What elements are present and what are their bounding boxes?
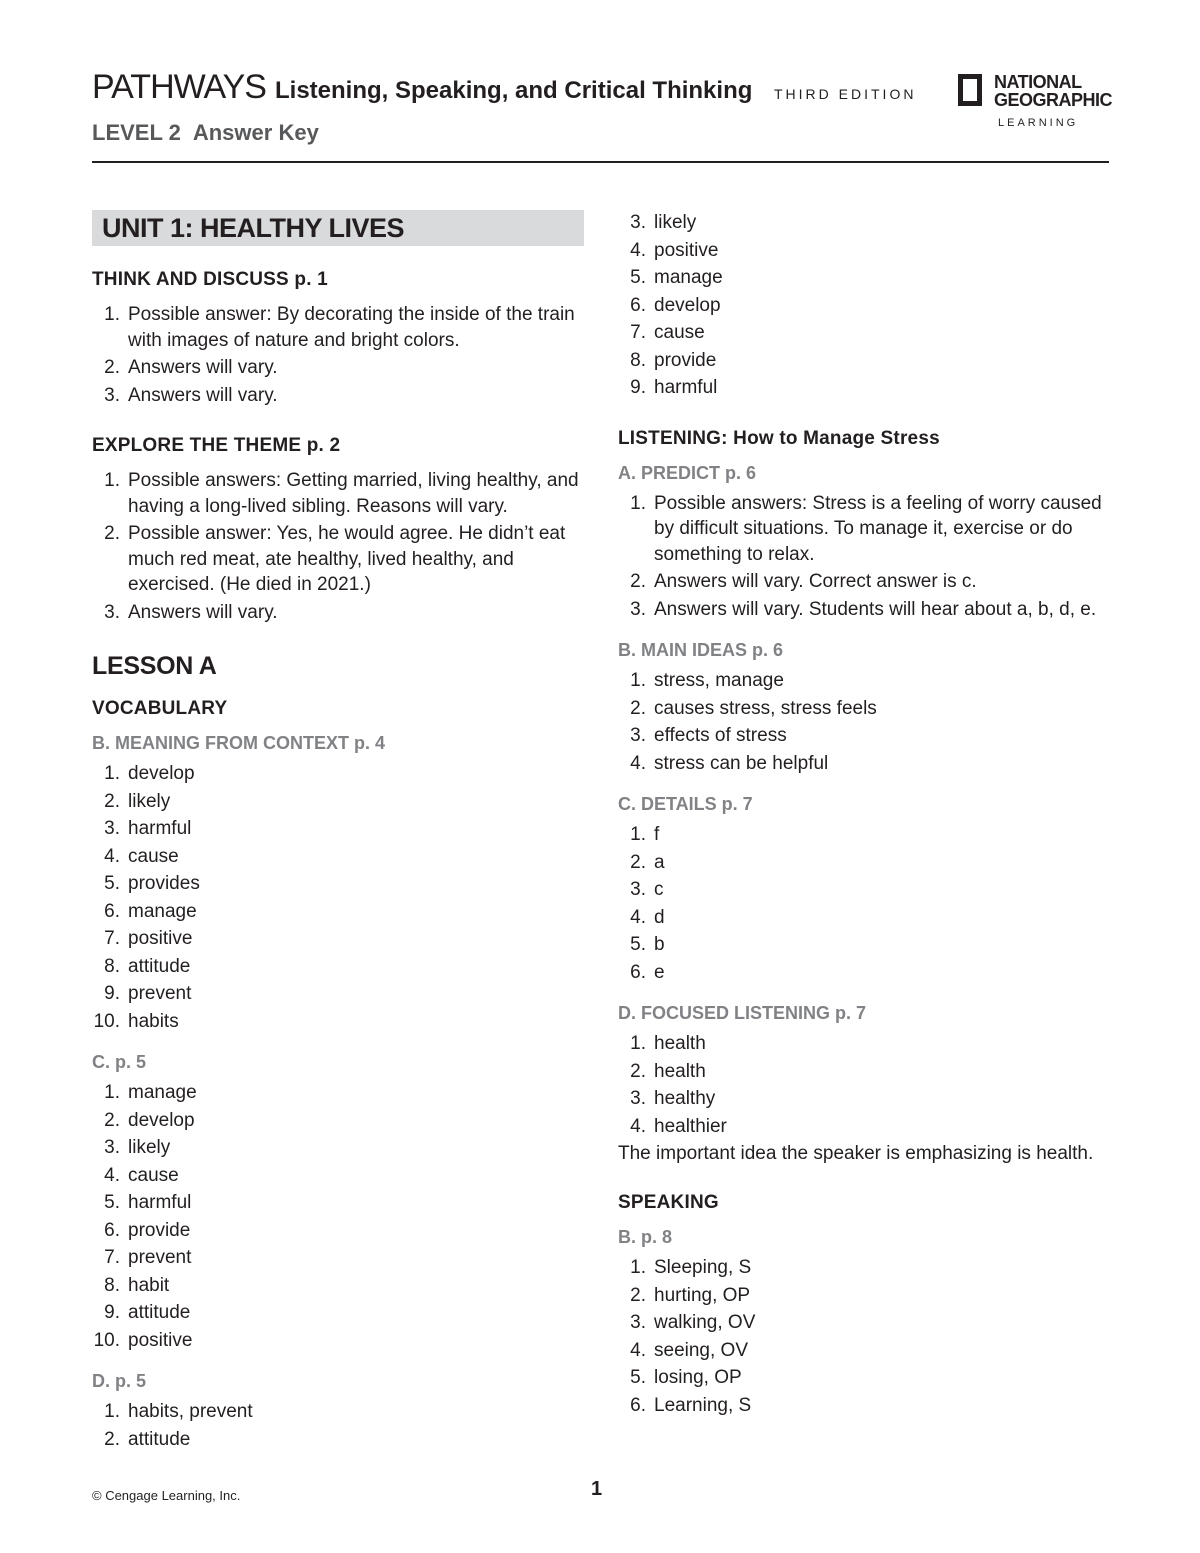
list-item [92,600,584,626]
vocab-c-list [92,1080,584,1353]
list-item [618,569,1110,595]
item-number: 6. [630,294,646,316]
item-number: 5. [104,873,120,894]
list-item [618,905,1110,931]
explore-theme-list [92,468,584,625]
list-item [92,1218,584,1244]
item-number: 8. [104,955,120,977]
item-text: Learning, S [654,1394,752,1416]
think-discuss-title: THINK AND DISCUSS p. 1 [92,269,328,290]
left-column [92,210,584,1454]
item-number: 3. [104,601,120,623]
list-item [618,320,1110,346]
item-text: provide [128,1219,191,1241]
list-item [618,375,1110,401]
item-text: walking, OV [654,1312,756,1333]
list-item [618,348,1110,374]
list-item [92,302,584,353]
item-text: likely [654,212,697,233]
vocab-d-list [92,1399,584,1452]
item-text: habits, prevent [128,1401,253,1422]
item-number: 4. [104,1164,120,1186]
logo-line-2: GEOGRAPHIC [994,90,1113,110]
item-text: manage [128,900,197,922]
item-text: f [654,824,660,845]
item-number: 5. [630,1367,646,1388]
list-item [618,1338,1110,1364]
page-number: 1 [591,1478,603,1500]
item-text: stress, manage [654,670,784,691]
list-item [92,926,584,952]
item-number: 1. [104,763,120,784]
item-number: 4. [630,906,646,928]
copyright: © Cengage Learning, Inc. [92,1488,241,1503]
list-item [92,1163,584,1189]
list-item [92,761,584,787]
item-text: d [654,906,665,928]
list-item [618,932,1110,958]
item-text: b [654,934,665,955]
list-item [618,265,1110,291]
meaning-from-context-title: B. MEANING FROM CONTEXT p. 4 [92,733,386,753]
list-item [618,960,1110,986]
item-number: 1. [104,1082,120,1103]
item-number: 4. [630,1339,646,1361]
item-number: 4. [630,1115,646,1137]
item-number: 2. [104,1428,120,1450]
item-number: 2. [630,851,646,873]
list-item [92,521,584,598]
page-header [92,64,1113,163]
explore-theme-title: EXPLORE THE THEME p. 2 [92,435,341,456]
item-number: 4. [630,239,646,261]
vocab-d-title: D. p. 5 [92,1371,147,1391]
list-item [618,491,1110,568]
speaking-title: SPEAKING [618,1192,719,1213]
item-number: 1. [104,304,120,325]
item-text: Possible answers: Getting married, living healthy, and having a long-lived sibling. Reasons will vary. [128,470,579,517]
item-text: attitude [128,955,191,977]
list-item [618,1365,1110,1391]
item-text: harmful [128,818,192,839]
list-item [618,293,1110,319]
list-item [618,597,1110,623]
item-number: 4. [104,845,120,867]
item-text: cause [654,322,705,343]
item-number: 3. [630,879,646,900]
list-item [618,696,1110,722]
list-item [92,1135,584,1161]
focused-listening-list [618,1031,1110,1139]
item-number: 5. [104,1192,120,1213]
item-text: positive [128,1329,193,1351]
item-number: 1. [630,1033,646,1054]
item-text: develop [128,763,195,784]
list-item [92,355,584,381]
list-item [618,822,1110,848]
meaning-from-context-list [92,761,584,1034]
item-number: 5. [630,267,646,288]
item-text: Answers will vary. [128,384,278,406]
item-number: 3. [104,818,120,839]
item-text: manage [128,1082,197,1103]
item-text: Answers will vary. Correct answer is c. [654,571,977,592]
list-item [618,1086,1110,1112]
item-number: 6. [104,900,120,922]
item-number: 1. [630,670,646,691]
item-text: positive [654,239,719,261]
item-text: provide [654,349,717,371]
vocab-c-title: C. p. 5 [92,1052,147,1072]
item-number: 6. [104,1219,120,1241]
item-text: Possible answer: By decorating the inside of the train with images of nature and bright colors. [128,304,575,351]
answer-key-label: Answer Key [192,120,319,145]
list-item [92,1080,584,1106]
item-text: habit [128,1274,170,1296]
list-item [92,1190,584,1216]
item-text: stress can be helpful [654,752,829,774]
item-text: Sleeping, S [654,1257,752,1278]
lesson-heading: LESSON A [92,652,217,680]
item-number: 3. [104,384,120,406]
item-number: 1. [630,1257,646,1278]
listening-title: LISTENING: How to Manage Stress [618,427,940,449]
list-item [92,816,584,842]
item-number: 8. [630,349,646,371]
item-text: Answers will vary. [128,601,278,623]
item-text: healthy [654,1088,716,1109]
item-number: 3. [630,212,646,233]
list-item [618,1310,1110,1336]
item-text: hurting, OP [654,1284,751,1306]
item-number: 3. [104,1137,120,1158]
details-title: C. DETAILS p. 7 [618,794,753,814]
item-text: likely [128,790,171,812]
item-text: c [654,879,664,900]
item-number: 2. [104,790,120,812]
level-line [92,120,319,146]
item-number: 2. [104,357,120,378]
item-number: 10. [93,1329,120,1351]
list-item [618,723,1110,749]
item-text: attitude [128,1302,191,1323]
item-text: cause [128,1164,179,1186]
item-number: 2. [630,697,646,719]
list-item [92,844,584,870]
item-number: 6. [630,961,646,983]
item-text: manage [654,267,723,288]
item-number: 2. [630,1060,646,1082]
item-number: 3. [630,1088,646,1109]
item-number: 1. [104,1401,120,1422]
unit-title: UNIT 1: HEALTHY LIVES [102,213,405,243]
item-text: Answers will vary. [128,357,278,378]
item-number: 3. [630,1312,646,1333]
item-text: develop [128,1109,195,1131]
focused-listening-title: D. FOCUSED LISTENING p. 7 [618,1003,867,1023]
list-item [92,1108,584,1134]
list-item [92,1009,584,1035]
item-text: e [654,961,665,983]
edition-label: THIRD EDITION [774,86,917,102]
list-item [92,1399,584,1425]
item-number: 3. [630,598,646,620]
list-item [92,1273,584,1299]
list-item [92,871,584,897]
item-text: causes stress, stress feels [654,697,877,719]
item-text: attitude [128,1428,191,1450]
list-item [618,238,1110,264]
item-number: 9. [104,1302,120,1323]
item-number: 5. [630,934,646,955]
national-geographic-logo [958,70,1113,132]
item-number: 3. [630,725,646,746]
item-number: 8. [104,1274,120,1296]
item-number: 6. [630,1394,646,1416]
level-label: LEVEL 2 [92,120,181,145]
main-ideas-title: B. MAIN IDEAS p. 6 [618,640,784,660]
item-number: 1. [630,492,646,514]
item-text: prevent [128,1247,192,1268]
item-number: 10. [93,1010,120,1032]
item-text: develop [654,294,721,316]
item-text: harmful [128,1192,192,1213]
think-discuss-list [92,302,584,408]
logo-line-1: NATIONAL [994,72,1082,92]
focused-listening-note: The important idea the speaker is emphasizing is health. [618,1143,1094,1164]
item-text: Possible answers: Stress is a feeling of worry caused by difficult situations. To manage it, exercise or do something to relax. [654,492,1102,565]
item-number: 1. [104,470,120,491]
list-item [92,899,584,925]
item-text: habits [128,1010,179,1032]
item-number: 9. [104,983,120,1004]
item-number: 1. [630,824,646,845]
list-item [618,1255,1110,1281]
brand-title: PATHWAYS [92,68,266,106]
item-number: 2. [630,1284,646,1306]
list-item [618,1114,1110,1140]
item-number: 2. [104,523,120,544]
item-text: Answers will vary. Students will hear about a, b, d, e. [654,598,1097,620]
item-number: 2. [630,571,646,592]
unit-title-bar [92,210,584,246]
item-text: healthier [654,1115,727,1137]
list-item [618,1031,1110,1057]
list-item [618,850,1110,876]
item-text: losing, OP [654,1367,742,1388]
yellow-border-icon [958,74,982,106]
item-text: a [654,851,665,873]
list-item [618,668,1110,694]
details-list [618,822,1110,985]
predict-title: A. PREDICT p. 6 [618,462,757,483]
item-text: harmful [654,377,718,398]
item-number: 7. [630,322,646,343]
list-item [618,751,1110,777]
item-number: 2. [104,1109,120,1131]
logo-line-3: LEARNING [998,117,1079,129]
list-item [618,877,1110,903]
item-text: positive [128,928,193,949]
list-item [92,468,584,519]
list-item [618,1059,1110,1085]
list-item [92,1245,584,1271]
main-ideas-list [618,668,1110,776]
right-column [618,210,1110,1420]
list-item [92,981,584,1007]
list-item [618,1283,1110,1309]
item-text: effects of stress [654,725,787,746]
item-text: Possible answer: Yes, he would agree. He didn’t eat much red meat, ate healthy, lived healthy, and exercised. (He died in 2021.) [128,523,566,595]
item-text: seeing, OV [654,1339,748,1361]
item-number: 7. [104,1247,120,1268]
vocabulary-title: VOCABULARY [92,698,228,719]
item-number: 9. [630,377,646,398]
list-item [92,789,584,815]
item-text: cause [128,845,179,867]
item-text: provides [128,873,200,894]
list-item [618,210,1110,236]
item-text: health [654,1060,706,1082]
item-text: prevent [128,983,192,1004]
speaking-b-list [618,1255,1110,1418]
item-number: 4. [630,752,646,774]
predict-list [618,491,1110,623]
list-item [92,383,584,409]
item-text: health [654,1033,706,1054]
list-item [92,1300,584,1326]
book-subtitle: Listening, Speaking, and Critical Thinking [275,77,753,104]
list-item [618,1393,1110,1419]
list-item [92,1328,584,1354]
item-text: likely [128,1137,171,1158]
item-number: 7. [104,928,120,949]
vocab-d-list-continued [618,210,1110,401]
list-item [92,1427,584,1453]
speaking-b-title: B. p. 8 [618,1227,673,1247]
list-item [92,954,584,980]
